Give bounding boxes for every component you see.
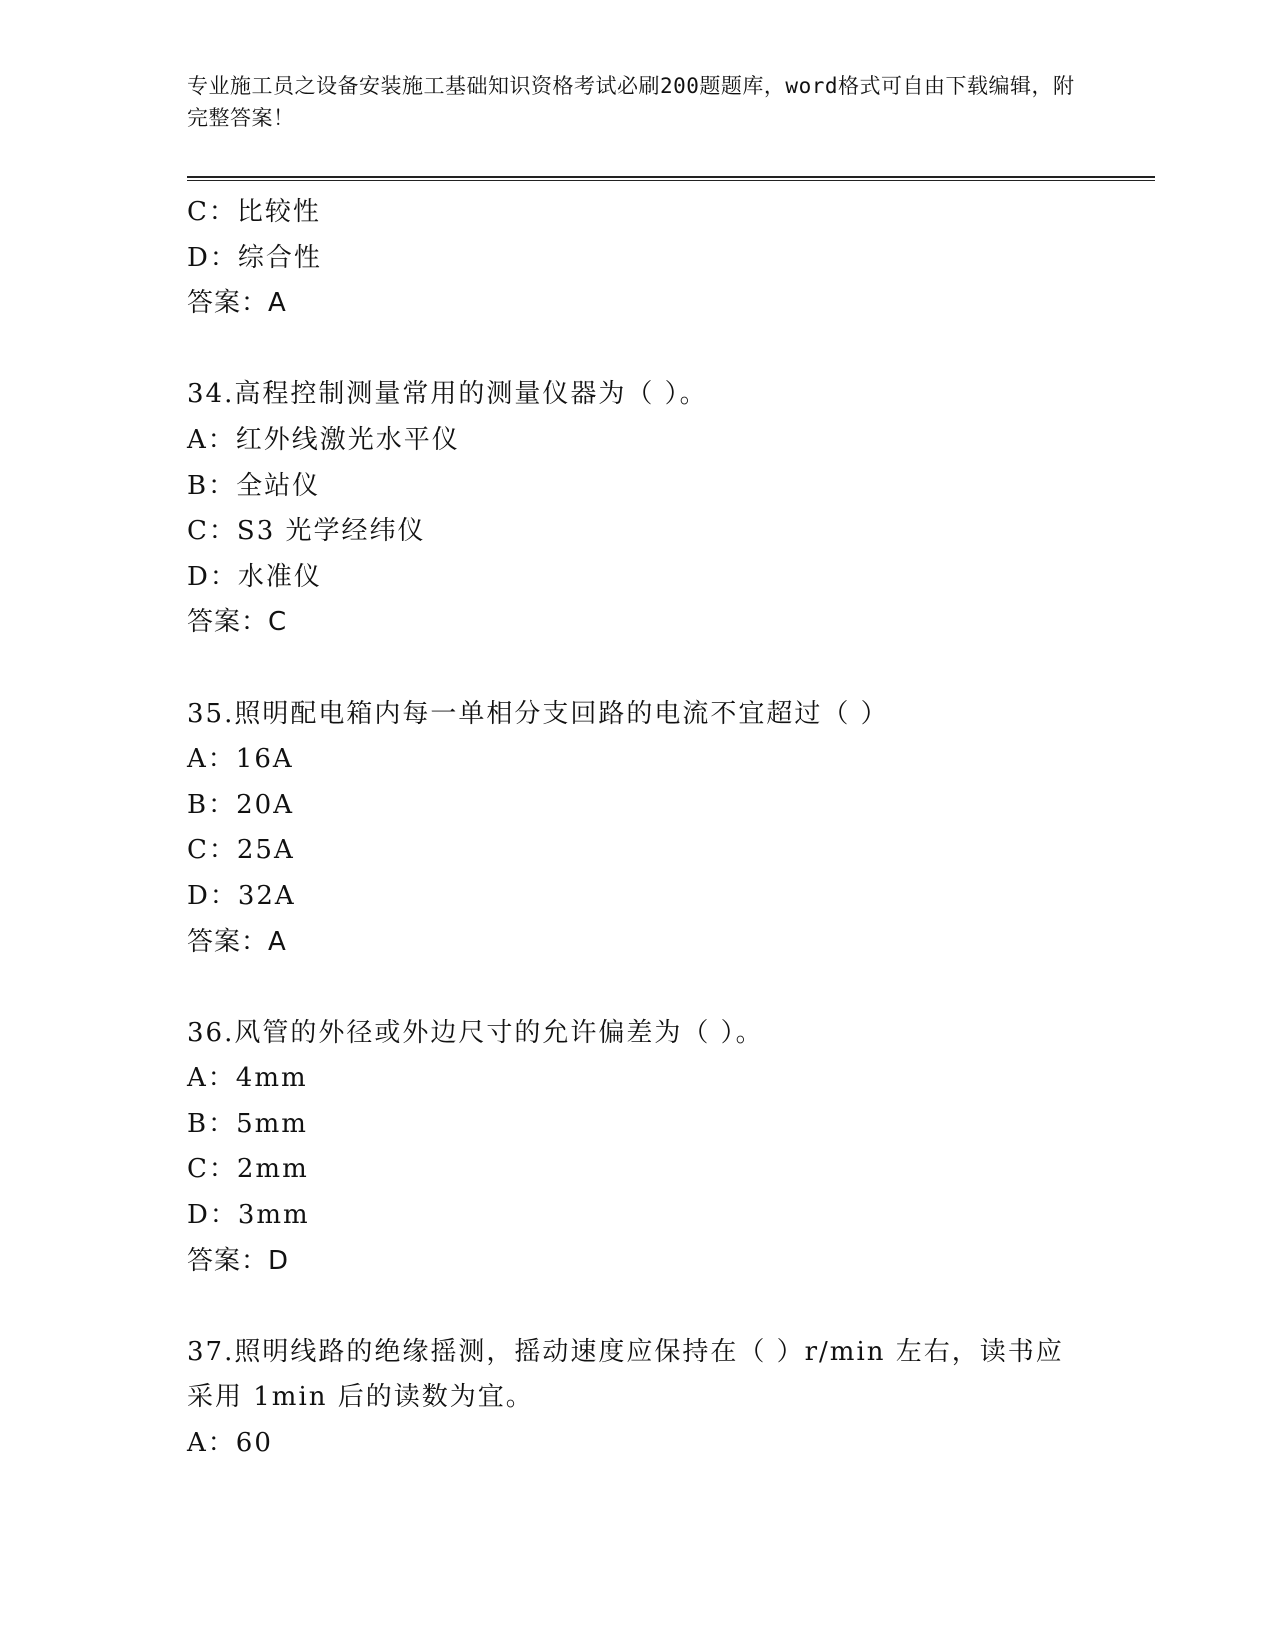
question-stem: 36.风管的外径或外边尺寸的允许偏差为（ ）。 bbox=[187, 1017, 764, 1048]
option-b: B：全站仪 bbox=[187, 470, 321, 501]
header-divider-thick bbox=[187, 176, 1155, 178]
option-d: D：水准仪 bbox=[187, 561, 322, 592]
question-stem: 34.高程控制测量常用的测量仪器为（ ）。 bbox=[187, 379, 708, 410]
option-d: D：32A bbox=[187, 880, 296, 911]
option-d: D：综合性 bbox=[187, 242, 322, 273]
question-stem: 37.照明线路的绝缘摇测，摇动速度应保持在（ ）r/min 左右，读书应 bbox=[187, 1336, 1064, 1367]
answer-line: 答案：A bbox=[187, 288, 287, 319]
option-a: A：红外线激光水平仪 bbox=[187, 424, 460, 455]
option-c: C：2mm bbox=[187, 1154, 309, 1185]
answer-line: 答案：D bbox=[187, 1245, 290, 1276]
option-b: B：5mm bbox=[187, 1108, 308, 1139]
option-a: A：4mm bbox=[187, 1063, 308, 1094]
option-c: C：比较性 bbox=[187, 197, 321, 227]
document-header: 专业施工员之设备安装施工基础知识资格考试必刷200题题库，word格式可自由下载编辑，附完整答案！ bbox=[187, 74, 1075, 130]
header-divider-thin bbox=[187, 180, 1155, 181]
option-d: D：3mm bbox=[187, 1200, 310, 1231]
question-stem-continuation: 采用 1min 后的读数为宜。 bbox=[187, 1382, 534, 1413]
option-c: C：25A bbox=[187, 835, 295, 866]
option-a: A：16A bbox=[187, 744, 294, 775]
question-list bbox=[187, 190, 1087, 1467]
option-c: C：S3 光学经纬仪 bbox=[187, 516, 426, 547]
question-stem: 35.照明配电箱内每一单相分支回路的电流不宜超过（ ） bbox=[187, 698, 889, 729]
option-b: B：20A bbox=[187, 789, 294, 820]
answer-line: 答案：C bbox=[187, 607, 288, 638]
option-a: A：60 bbox=[187, 1428, 273, 1459]
answer-line: 答案：A bbox=[187, 926, 287, 957]
